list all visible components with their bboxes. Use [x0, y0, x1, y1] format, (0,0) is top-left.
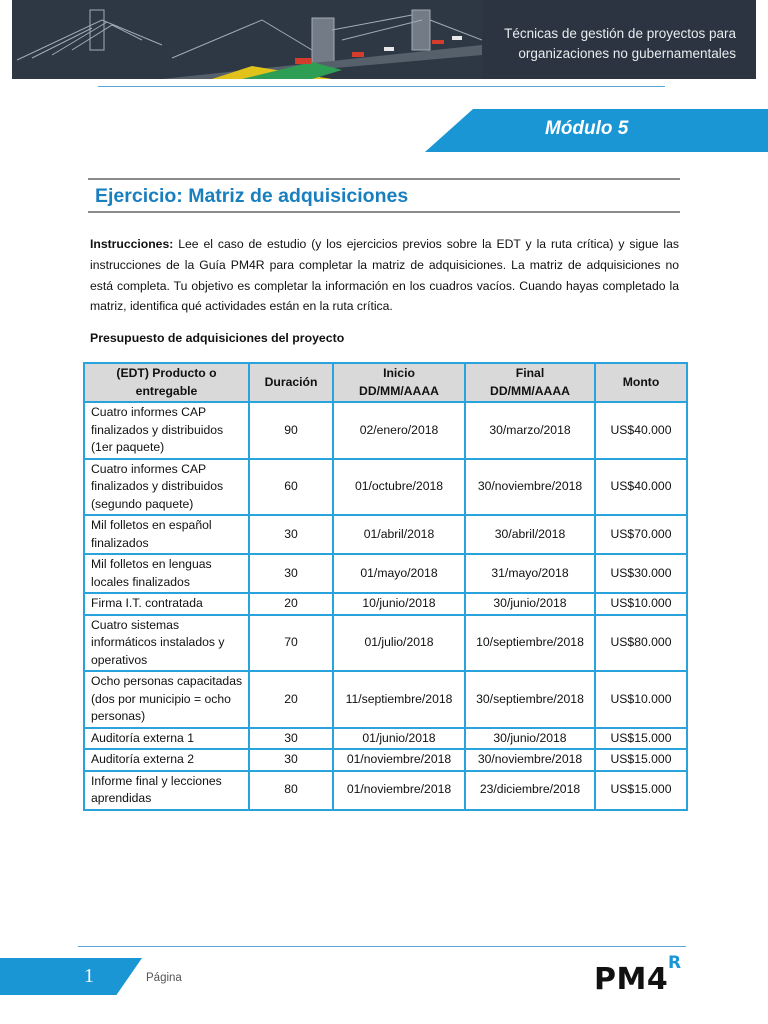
cell-amount: US$15.000 — [595, 728, 687, 750]
cell-start: 01/abril/2018 — [333, 515, 465, 554]
cell-duration: 30 — [249, 749, 333, 771]
table-row — [84, 515, 687, 554]
cell-end: 31/mayo/2018 — [465, 554, 595, 593]
module-label: Módulo 5 — [545, 118, 629, 139]
cell-duration: 30 — [249, 554, 333, 593]
cell-end: 30/junio/2018 — [465, 728, 595, 750]
col-header-end: Final DD/MM/AAAA — [465, 363, 595, 402]
cell-start: 10/junio/2018 — [333, 593, 465, 615]
logo-text: PM4 — [594, 962, 669, 997]
cell-product: Informe final y lecciones aprendidas — [84, 771, 249, 810]
cell-product: Mil folletos en español finalizados — [84, 515, 249, 554]
cell-start: 01/octubre/2018 — [333, 459, 465, 516]
document-title-line2: organizaciones no gubernamentales — [518, 46, 736, 61]
cell-end: 10/septiembre/2018 — [465, 615, 595, 672]
cell-product: Cuatro informes CAP finalizados y distribuidos (1er paquete) — [84, 402, 249, 459]
cell-amount: US$30.000 — [595, 554, 687, 593]
header-banner — [12, 0, 756, 79]
instructions-label: Instrucciones: — [90, 237, 174, 251]
cell-duration: 30 — [249, 728, 333, 750]
cell-amount: US$10.000 — [595, 671, 687, 728]
cell-start: 01/mayo/2018 — [333, 554, 465, 593]
bridge-illustration — [12, 0, 482, 79]
cell-duration: 20 — [249, 593, 333, 615]
cell-start: 01/noviembre/2018 — [333, 749, 465, 771]
table-row — [84, 728, 687, 750]
table-row — [84, 749, 687, 771]
footer-divider — [78, 946, 686, 947]
table-row — [84, 554, 687, 593]
cell-end: 30/septiembre/2018 — [465, 671, 595, 728]
table-row — [84, 771, 687, 810]
title-rule-bottom — [88, 211, 680, 213]
col-header-start: Inicio DD/MM/AAAA — [333, 363, 465, 402]
cell-duration: 70 — [249, 615, 333, 672]
cell-start: 01/julio/2018 — [333, 615, 465, 672]
cell-product: Auditoría externa 2 — [84, 749, 249, 771]
table-row — [84, 671, 687, 728]
table-row — [84, 402, 687, 459]
cell-amount: US$40.000 — [595, 459, 687, 516]
header-divider — [98, 86, 665, 87]
cell-duration: 90 — [249, 402, 333, 459]
cell-product: Mil folletos en lenguas locales finalizados — [84, 554, 249, 593]
table-row — [84, 615, 687, 672]
cell-start: 01/noviembre/2018 — [333, 771, 465, 810]
cell-amount: US$70.000 — [595, 515, 687, 554]
logo-superscript: R — [668, 953, 682, 973]
cell-product: Firma I.T. contratada — [84, 593, 249, 615]
cell-amount: US$15.000 — [595, 749, 687, 771]
cell-amount: US$80.000 — [595, 615, 687, 672]
cell-duration: 30 — [249, 515, 333, 554]
cell-product: Auditoría externa 1 — [84, 728, 249, 750]
col-header-amount: Monto — [595, 363, 687, 402]
exercise-title: Ejercicio: Matriz de adquisiciones — [95, 185, 409, 207]
page-label: Página — [146, 972, 182, 984]
procurement-table — [83, 362, 688, 811]
col-header-product: (EDT) Producto o entregable — [84, 363, 249, 402]
cell-amount: US$40.000 — [595, 402, 687, 459]
cell-duration: 20 — [249, 671, 333, 728]
cell-product: Cuatro sistemas informáticos instalados y operativos — [84, 615, 249, 672]
cell-start: 01/junio/2018 — [333, 728, 465, 750]
cell-amount: US$15.000 — [595, 771, 687, 810]
cell-start: 11/septiembre/2018 — [333, 671, 465, 728]
cell-end: 30/abril/2018 — [465, 515, 595, 554]
table-row — [84, 593, 687, 615]
table-heading: Presupuesto de adquisiciones del proyecto — [90, 331, 345, 345]
table-header-row — [84, 363, 687, 402]
cell-product: Cuatro informes CAP finalizados y distribuidos (segundo paquete) — [84, 459, 249, 516]
instructions-text: Lee el caso de estudio (y los ejercicios previos sobre la EDT y la ruta crítica) y sigue las instrucciones de la Guía PM4R para completar la matriz de adquisiciones. La matriz de adquisiciones no está completa. Tu objetivo es completar la información en los cuadros vacíos. Cuando hayas completado la matriz, identifica qué actividades están en la ruta crítica. — [90, 237, 679, 314]
cell-product: Ocho personas capacitadas (dos por municipio = ocho personas) — [84, 671, 249, 728]
table-row — [84, 459, 687, 516]
cell-duration: 60 — [249, 459, 333, 516]
cell-end: 30/noviembre/2018 — [465, 459, 595, 516]
document-title-line1: Técnicas de gestión de proyectos para — [504, 26, 736, 41]
cell-end: 23/diciembre/2018 — [465, 771, 595, 810]
cell-amount: US$10.000 — [595, 593, 687, 615]
pm4r-logo — [594, 955, 694, 999]
cell-start: 02/enero/2018 — [333, 402, 465, 459]
instructions-paragraph — [90, 234, 679, 317]
title-rule-top — [88, 178, 680, 180]
page-number-tab — [0, 958, 142, 995]
cell-end: 30/marzo/2018 — [465, 402, 595, 459]
col-header-duration: Duración — [249, 363, 333, 402]
cell-end: 30/junio/2018 — [465, 593, 595, 615]
page-number: 1 — [84, 965, 94, 987]
document-title — [456, 24, 736, 64]
cell-duration: 80 — [249, 771, 333, 810]
cell-end: 30/noviembre/2018 — [465, 749, 595, 771]
